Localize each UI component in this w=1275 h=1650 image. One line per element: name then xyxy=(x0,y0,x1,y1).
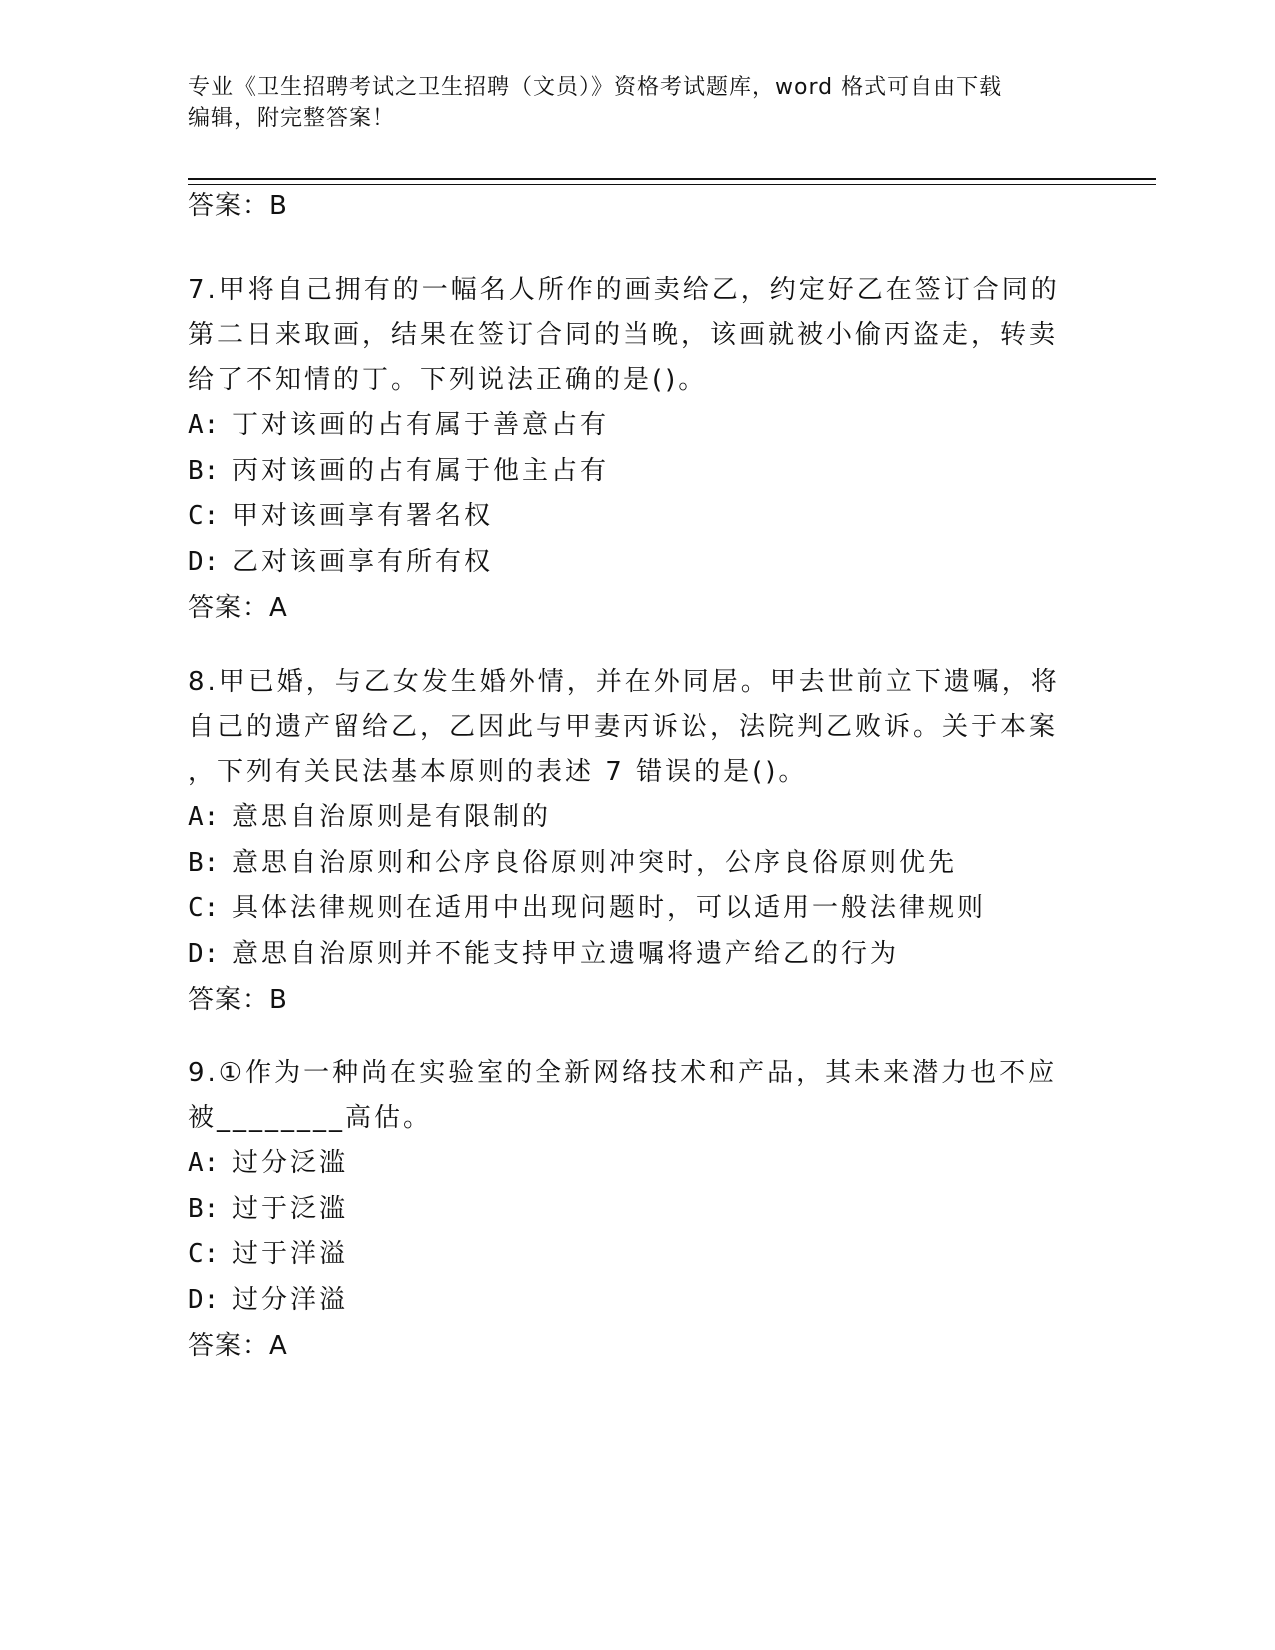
option-letter: B: xyxy=(188,1193,220,1224)
option-b xyxy=(188,1187,1068,1233)
header-divider-thin xyxy=(188,184,1156,185)
option-c xyxy=(188,494,1068,540)
option-a xyxy=(188,795,1068,841)
option-letter: B: xyxy=(188,455,220,486)
question-answer: 答案：A xyxy=(188,1331,288,1361)
option-b xyxy=(188,841,1068,887)
question-line: 9.①作为一种尚在实验室的全新网络技术和产品，其未来潜力也不应 xyxy=(188,1058,1058,1088)
option-c xyxy=(188,1232,1068,1278)
header-line-2: 编辑，附完整答案！ xyxy=(188,106,396,131)
option-text: 具体法律规则在适用中出现问题时，可以适用一般法律规则 xyxy=(232,893,987,923)
question-line: ，下列有关民法基本原则的表述 7 错误的是()。 xyxy=(188,757,808,787)
option-letter: D: xyxy=(188,938,220,969)
option-d xyxy=(188,540,1068,586)
option-letter: A: xyxy=(188,1148,220,1178)
option-d xyxy=(188,1278,1068,1324)
option-text: 意思自治原则和公序良俗原则冲突时，公序良俗原则优先 xyxy=(232,847,958,878)
option-letter: C: xyxy=(188,1239,220,1269)
header-line-1: 专业《卫生招聘考试之卫生招聘（文员）》资格考试题库，word 格式可自由下载 xyxy=(188,75,1003,100)
question-answer: 答案：B xyxy=(188,985,288,1015)
option-letter: D: xyxy=(188,546,220,577)
option-letter: B: xyxy=(188,847,220,878)
question-line: 被________高估。 xyxy=(188,1103,433,1133)
option-text: 过于泛滥 xyxy=(232,1193,349,1224)
question-line: 7.甲将自己拥有的一幅名人所作的画卖给乙，约定好乙在签订合同的 xyxy=(188,275,1060,305)
option-text: 乙对该画享有所有权 xyxy=(232,546,494,577)
option-b xyxy=(188,449,1068,495)
option-text: 意思自治原则并不能支持甲立遗嘱将遗产给乙的行为 xyxy=(232,938,900,969)
option-c xyxy=(188,886,1068,932)
option-text: 丙对该画的占有属于他主占有 xyxy=(232,455,610,486)
option-text: 过于洋溢 xyxy=(232,1239,349,1269)
option-letter: D: xyxy=(188,1284,220,1315)
question-line: 自己的遗产留给乙，乙因此与甲妻丙诉讼，法院判乙败诉。关于本案 xyxy=(188,712,1059,742)
question-8 xyxy=(188,660,1068,1023)
question-9 xyxy=(188,1051,1068,1369)
option-letter: C: xyxy=(188,501,220,531)
option-letter: A: xyxy=(188,802,220,832)
option-text: 意思自治原则是有限制的 xyxy=(232,802,552,832)
option-d xyxy=(188,932,1068,978)
option-text: 甲对该画享有署名权 xyxy=(232,501,494,531)
question-answer: 答案：A xyxy=(188,593,288,623)
header-divider-thick xyxy=(188,178,1156,180)
question-7 xyxy=(188,268,1068,631)
previous-answer: 答案：B xyxy=(188,191,288,221)
option-text: 丁对该画的占有属于善意占有 xyxy=(232,410,610,440)
option-a xyxy=(188,403,1068,449)
option-text: 过分泛滥 xyxy=(232,1148,349,1178)
option-text: 过分洋溢 xyxy=(232,1284,349,1315)
option-letter: A: xyxy=(188,410,220,440)
option-a xyxy=(188,1141,1068,1187)
option-letter: C: xyxy=(188,893,220,923)
question-line: 8.甲已婚，与乙女发生婚外情，并在外同居。甲去世前立下遗嘱，将 xyxy=(188,667,1060,697)
question-line: 第二日来取画，结果在签订合同的当晚，该画就被小偷丙盗走，转卖 xyxy=(188,320,1059,350)
question-line: 给了不知情的丁。下列说法正确的是()。 xyxy=(188,365,708,395)
document-header xyxy=(188,72,1068,134)
